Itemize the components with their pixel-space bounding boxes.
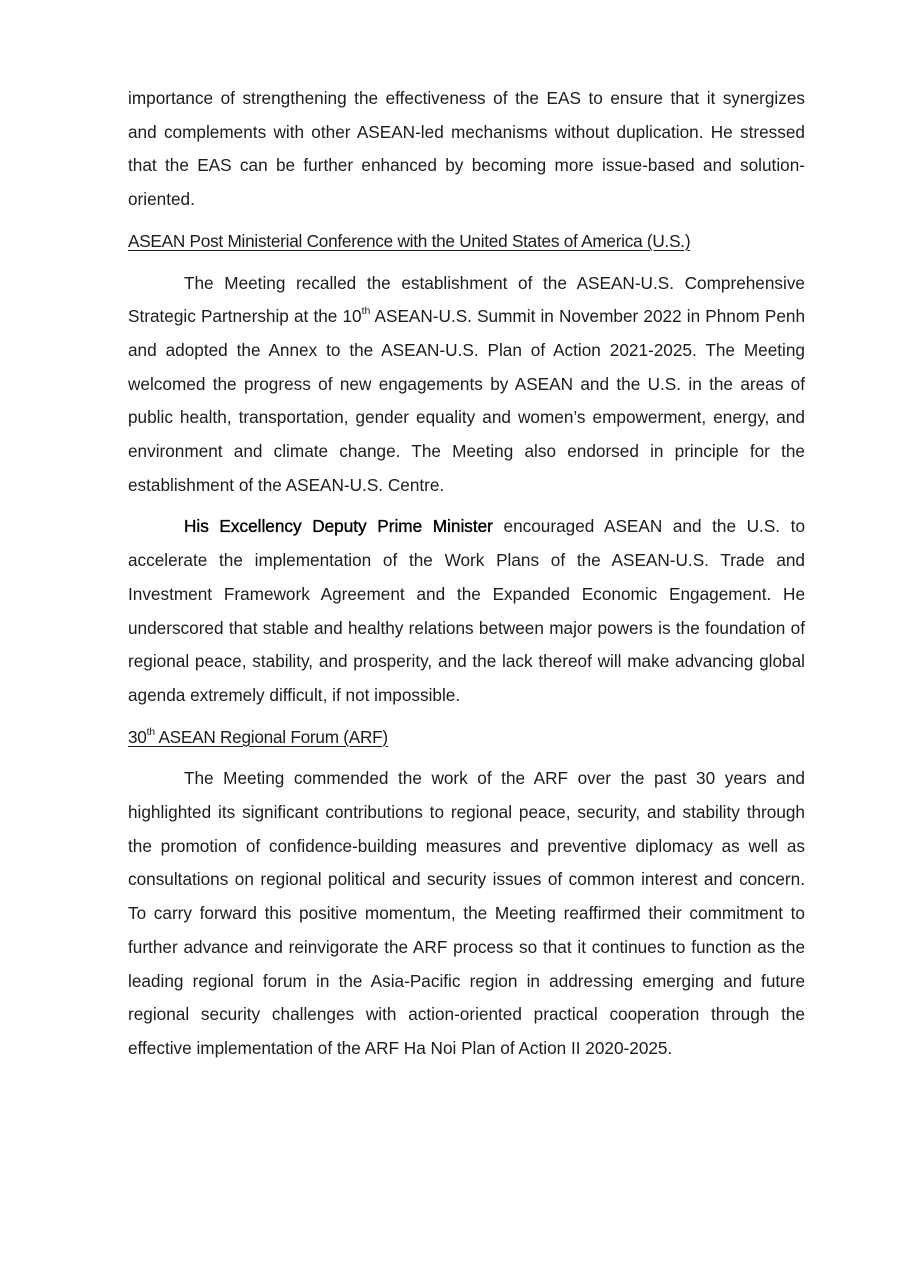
paragraph-arf: The Meeting commended the work of the ARF over the past 30 years and highlighted its significant contributions to regional peace, security, and stability through the promotion of confidence-building measures and preventive diplomacy as well as consultations on regional political and security issues of common interest and concern. To carry forward this positive momentum, the Meeting reaffirmed their commitment to further advance and reinvigorate the ARF process so that it continues to function as the leading regional forum in the Asia-Pacific region in addressing emerging and future regional security challenges with action-oriented practical cooperation through the effective implementation of the ARF Ha Noi Plan of Action II 2020-2025.: [128, 768, 805, 1058]
document-body: [128, 82, 805, 1074]
paragraph-eas-continued: importance of strengthening the effectiveness of the EAS to ensure that it synergizes and complements with other ASEAN-led mechanisms without duplication. He stressed that the EAS can be further enhanced by becoming more issue-based and solution-oriented.: [128, 88, 805, 210]
superscript-th: th: [361, 305, 371, 318]
section-heading-arf: [128, 721, 805, 755]
paragraph-us-partnership-text-a: The Meeting recalled the establishment of the ASEAN-U.S. Comprehensive Strategic Partnership at the 10: [128, 272, 805, 327]
paragraph-us-partnership-text-b: ASEAN-U.S. Summit in November 2022 in Phnom Penh and adopted the Annex to the ASEAN-U.S. Plan of Action 2021-2025. The Meeting welcomed the progress of new engagements by ASEAN and the U.S. in the areas of public health, transportation, gender equality and women’s empowerment, energy, and environment and climate change. The Meeting also endorsed in principle for the establishment of the ASEAN-U.S. Centre.: [128, 306, 805, 495]
paragraph-us-partnership: [128, 267, 805, 503]
section-heading-us: [128, 225, 805, 259]
paragraph-us-deputy-pm: [128, 510, 805, 712]
heading-arf-superscript: th: [146, 725, 155, 738]
heading-arf-number: 30: [128, 726, 147, 747]
heading-arf-title: ASEAN Regional Forum (ARF): [154, 726, 388, 747]
section-heading-us-text: ASEAN Post Ministerial Conference with the United States of America (U.S.): [128, 230, 691, 251]
deputy-pm-lead: His Excellency Deputy Prime Minister: [184, 516, 493, 537]
paragraph-us-deputy-pm-text: encouraged ASEAN and the U.S. to accelerate the implementation of the Work Plans of the ASEAN-U.S. Trade and Investment Framework Agreement and the Expanded Economic Engagement. He underscored that stable and healthy relations between major powers is the foundation of regional peace, stability, and prosperity, and the lack thereof will make advancing global agenda extremely difficult, if not impossible.: [128, 516, 805, 705]
section-heading-arf-text: [128, 727, 388, 747]
